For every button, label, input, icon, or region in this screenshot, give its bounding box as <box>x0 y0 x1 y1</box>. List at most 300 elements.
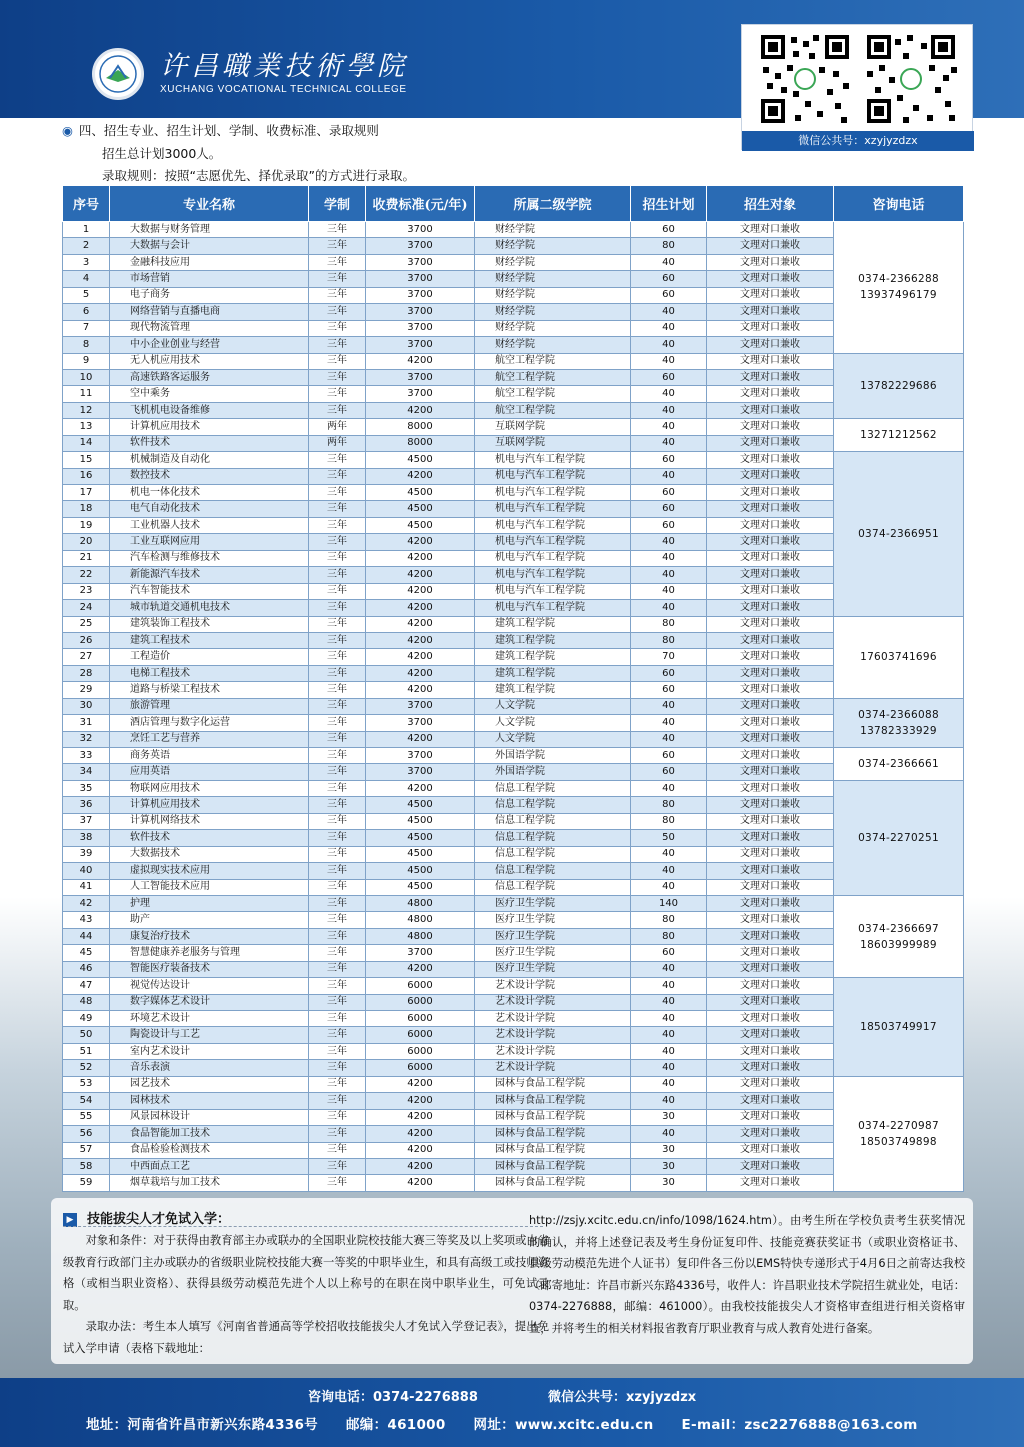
cell-phone <box>834 895 964 977</box>
cell-index: 12 <box>63 402 110 418</box>
cell-major: 机械制造及自动化 <box>110 452 309 468</box>
cell-duration: 三年 <box>309 1076 366 1092</box>
phone-number: 13782333929 <box>860 724 937 737</box>
cell-phone <box>834 780 964 895</box>
cell-plan: 60 <box>631 501 707 517</box>
cell-duration: 三年 <box>309 287 366 303</box>
cell-fee: 4200 <box>366 600 475 616</box>
cell-fee: 3700 <box>366 238 475 254</box>
cell-target: 文理对口兼收 <box>707 978 834 994</box>
cell-index: 6 <box>63 304 110 320</box>
cell-index: 31 <box>63 715 110 731</box>
cell-target: 文理对口兼收 <box>707 945 834 961</box>
cell-target: 文理对口兼收 <box>707 1175 834 1191</box>
cell-index: 5 <box>63 287 110 303</box>
cell-plan: 40 <box>631 1027 707 1043</box>
footer-postcode: 邮编：461000 <box>345 1417 446 1433</box>
cell-plan: 40 <box>631 386 707 402</box>
cell-plan: 60 <box>631 222 707 238</box>
cell-duration: 三年 <box>309 583 366 599</box>
cell-index: 32 <box>63 731 110 747</box>
qr-code-icon[interactable] <box>863 31 959 127</box>
cell-fee: 4500 <box>366 452 475 468</box>
phone-number: 0374-2366288 <box>858 273 939 286</box>
phone-number: 13271212562 <box>860 429 937 442</box>
cell-plan: 40 <box>631 863 707 879</box>
cell-college: 医疗卫生学院 <box>475 945 631 961</box>
cell-college: 艺术设计学院 <box>475 1043 631 1059</box>
cell-college: 园林与食品工程学院 <box>475 1093 631 1109</box>
cell-fee: 4200 <box>366 731 475 747</box>
cell-plan: 30 <box>631 1158 707 1174</box>
cell-major: 计算机应用技术 <box>110 797 309 813</box>
table-row <box>63 846 964 862</box>
table-row <box>63 830 964 846</box>
phone-number: 0374-2270987 <box>858 1119 939 1132</box>
cell-plan: 40 <box>631 402 707 418</box>
phone-number: 0374-2366951 <box>858 527 939 540</box>
table-row <box>63 649 964 665</box>
table-row <box>63 1109 964 1125</box>
cell-major: 环境艺术设计 <box>110 1011 309 1027</box>
cell-target: 文理对口兼收 <box>707 468 834 484</box>
cell-plan: 60 <box>631 682 707 698</box>
cell-plan: 70 <box>631 649 707 665</box>
cell-plan: 60 <box>631 748 707 764</box>
cell-major: 大数据与财务管理 <box>110 222 309 238</box>
table-row <box>63 715 964 731</box>
cell-fee: 8000 <box>366 435 475 451</box>
cell-major: 助产 <box>110 912 309 928</box>
cell-major: 机电一体化技术 <box>110 485 309 501</box>
cell-fee: 6000 <box>366 1060 475 1076</box>
cell-index: 36 <box>63 797 110 813</box>
cell-index: 49 <box>63 1011 110 1027</box>
school-logo <box>92 48 144 100</box>
cell-major: 无人机应用技术 <box>110 353 309 369</box>
cell-target: 文理对口兼收 <box>707 1027 834 1043</box>
cell-college: 信息工程学院 <box>475 780 631 796</box>
cell-target: 文理对口兼收 <box>707 797 834 813</box>
school-name-en: XUCHANG VOCATIONAL TECHNICAL COLLEGE <box>160 84 407 95</box>
cell-target: 文理对口兼收 <box>707 830 834 846</box>
cell-major: 电梯工程技术 <box>110 665 309 681</box>
cell-plan: 40 <box>631 780 707 796</box>
cell-plan: 60 <box>631 665 707 681</box>
cell-duration: 三年 <box>309 254 366 270</box>
cell-index: 18 <box>63 501 110 517</box>
cell-plan: 30 <box>631 1175 707 1191</box>
cell-target: 文理对口兼收 <box>707 353 834 369</box>
cell-major: 陶瓷设计与工艺 <box>110 1027 309 1043</box>
header-duration: 学制 <box>309 186 366 222</box>
footer-website[interactable]: 网址：www.xcitc.edu.cn <box>473 1417 654 1433</box>
cell-plan: 40 <box>631 731 707 747</box>
cell-duration: 三年 <box>309 978 366 994</box>
cell-college: 建筑工程学院 <box>475 665 631 681</box>
cell-major: 工业互联网应用 <box>110 534 309 550</box>
footer-email[interactable]: E-mail：zsc2276888@163.com <box>681 1417 918 1433</box>
cell-duration: 三年 <box>309 1027 366 1043</box>
cell-target: 文理对口兼收 <box>707 386 834 402</box>
cell-college: 财经学院 <box>475 337 631 353</box>
cell-fee: 4500 <box>366 517 475 533</box>
cell-duration: 三年 <box>309 813 366 829</box>
cell-plan: 60 <box>631 452 707 468</box>
cell-duration: 三年 <box>309 731 366 747</box>
cell-target: 文理对口兼收 <box>707 665 834 681</box>
school-name-cn: 许昌職業技術學院 <box>160 51 408 82</box>
cell-index: 47 <box>63 978 110 994</box>
table-row <box>63 271 964 287</box>
cell-major: 烹饪工艺与营养 <box>110 731 309 747</box>
cell-target: 文理对口兼收 <box>707 616 834 632</box>
cell-fee: 3700 <box>366 320 475 336</box>
cell-major: 建筑工程技术 <box>110 632 309 648</box>
cell-major: 软件技术 <box>110 830 309 846</box>
cell-major: 计算机应用技术 <box>110 419 309 435</box>
cell-phone <box>834 978 964 1077</box>
cell-plan: 40 <box>631 567 707 583</box>
cell-major: 金融科技应用 <box>110 254 309 270</box>
cell-duration: 三年 <box>309 616 366 632</box>
cell-college: 艺术设计学院 <box>475 994 631 1010</box>
cell-duration: 三年 <box>309 386 366 402</box>
cell-target: 文理对口兼收 <box>707 649 834 665</box>
cell-duration: 三年 <box>309 632 366 648</box>
cell-major: 电气自动化技术 <box>110 501 309 517</box>
cell-plan: 30 <box>631 1109 707 1125</box>
table-row <box>63 632 964 648</box>
cell-fee: 6000 <box>366 1027 475 1043</box>
cell-fee: 3700 <box>366 369 475 385</box>
cell-plan: 50 <box>631 830 707 846</box>
cell-target: 文理对口兼收 <box>707 698 834 714</box>
cell-fee: 3700 <box>366 222 475 238</box>
table-row <box>63 1142 964 1158</box>
cell-duration: 三年 <box>309 895 366 911</box>
cell-major: 虚拟现实技术应用 <box>110 863 309 879</box>
cell-plan: 80 <box>631 813 707 829</box>
cell-index: 15 <box>63 452 110 468</box>
cell-duration: 三年 <box>309 912 366 928</box>
cell-duration: 三年 <box>309 600 366 616</box>
cell-target: 文理对口兼收 <box>707 271 834 287</box>
admission-rule-text: 录取规则：按照“志愿优先、择优录取”的方式进行录取。 <box>102 168 415 183</box>
cell-index: 25 <box>63 616 110 632</box>
free-admission-title-text: 技能拔尖人才免试入学： <box>87 1212 231 1227</box>
cell-college: 财经学院 <box>475 271 631 287</box>
cell-plan: 60 <box>631 369 707 385</box>
cell-fee: 4200 <box>366 1093 475 1109</box>
cell-plan: 40 <box>631 1076 707 1092</box>
cell-target: 文理对口兼收 <box>707 813 834 829</box>
procedure-paragraph: 录取办法：考生本人填写《河南省普通高等学校招收技能拔尖人才免试入学登记表》，提出免试入学申请（表格下载地址： <box>63 1320 549 1355</box>
cell-index: 28 <box>63 665 110 681</box>
table-row <box>63 863 964 879</box>
cell-fee: 4200 <box>366 649 475 665</box>
table-row <box>63 945 964 961</box>
cell-phone <box>834 1076 964 1191</box>
cell-index: 54 <box>63 1093 110 1109</box>
table-row <box>63 616 964 632</box>
cell-fee: 3700 <box>366 337 475 353</box>
cell-index: 59 <box>63 1175 110 1191</box>
cell-index: 50 <box>63 1027 110 1043</box>
cell-college: 财经学院 <box>475 238 631 254</box>
cell-plan: 40 <box>631 846 707 862</box>
cell-fee: 4200 <box>366 468 475 484</box>
cell-fee: 3700 <box>366 271 475 287</box>
cell-plan: 40 <box>631 715 707 731</box>
cell-fee: 4800 <box>366 895 475 911</box>
free-admission-title <box>63 1208 230 1227</box>
cell-duration: 三年 <box>309 665 366 681</box>
cell-index: 34 <box>63 764 110 780</box>
cell-major: 食品检验检测技术 <box>110 1142 309 1158</box>
cell-phone <box>834 353 964 419</box>
cell-college: 信息工程学院 <box>475 863 631 879</box>
table-row <box>63 517 964 533</box>
cell-fee: 4200 <box>366 961 475 977</box>
table-row <box>63 254 964 270</box>
phone-number: 0374-2366661 <box>858 757 939 770</box>
cell-target: 文理对口兼收 <box>707 452 834 468</box>
cell-fee: 4500 <box>366 830 475 846</box>
cell-college: 园林与食品工程学院 <box>475 1158 631 1174</box>
cell-duration: 三年 <box>309 698 366 714</box>
cell-target: 文理对口兼收 <box>707 238 834 254</box>
table-row <box>63 1158 964 1174</box>
cell-duration: 三年 <box>309 452 366 468</box>
cell-target: 文理对口兼收 <box>707 1142 834 1158</box>
cell-fee: 8000 <box>366 419 475 435</box>
qr-code-icon[interactable] <box>757 31 853 127</box>
table-row <box>63 682 964 698</box>
cell-fee: 6000 <box>366 994 475 1010</box>
footer-wechat: 微信公共号：xzyjyzdzx <box>548 1390 697 1405</box>
table-row <box>63 468 964 484</box>
cell-major: 电子商务 <box>110 287 309 303</box>
cell-duration: 三年 <box>309 1093 366 1109</box>
cell-target: 文理对口兼收 <box>707 632 834 648</box>
cell-target: 文理对口兼收 <box>707 254 834 270</box>
qr-caption: 微信公共号：xzyjyzdzx <box>742 131 974 151</box>
table-row <box>63 1060 964 1076</box>
footer-phone: 咨询电话：0374-2276888 <box>308 1390 478 1405</box>
cell-major: 人工智能技术应用 <box>110 879 309 895</box>
phone-number: 18603999989 <box>860 938 937 951</box>
cell-college: 航空工程学院 <box>475 353 631 369</box>
cell-fee: 4500 <box>366 813 475 829</box>
cell-duration: 三年 <box>309 517 366 533</box>
table-row <box>63 567 964 583</box>
cell-fee: 3700 <box>366 715 475 731</box>
page-footer <box>0 1378 1024 1447</box>
table-row <box>63 485 964 501</box>
cell-target: 文理对口兼收 <box>707 485 834 501</box>
cell-target: 文理对口兼收 <box>707 780 834 796</box>
cell-plan: 80 <box>631 797 707 813</box>
table-row <box>63 1027 964 1043</box>
cell-duration: 三年 <box>309 682 366 698</box>
cell-college: 园林与食品工程学院 <box>475 1175 631 1191</box>
cell-duration: 三年 <box>309 649 366 665</box>
header-phone: 咨询电话 <box>834 186 964 222</box>
cell-fee: 4500 <box>366 879 475 895</box>
cell-index: 53 <box>63 1076 110 1092</box>
cell-major: 新能源汽车技术 <box>110 567 309 583</box>
cell-index: 30 <box>63 698 110 714</box>
cell-index: 52 <box>63 1060 110 1076</box>
cell-duration: 三年 <box>309 846 366 862</box>
cell-plan: 40 <box>631 961 707 977</box>
cell-plan: 40 <box>631 698 707 714</box>
cell-target: 文理对口兼收 <box>707 567 834 583</box>
cell-college: 互联网学院 <box>475 435 631 451</box>
cell-index: 19 <box>63 517 110 533</box>
cell-index: 35 <box>63 780 110 796</box>
cell-index: 2 <box>63 238 110 254</box>
cell-fee: 4500 <box>366 863 475 879</box>
cell-plan: 40 <box>631 978 707 994</box>
cell-plan: 40 <box>631 994 707 1010</box>
cell-duration: 三年 <box>309 271 366 287</box>
total-plan-text: 招生总计划3000人。 <box>102 146 222 161</box>
cell-fee: 4800 <box>366 928 475 944</box>
cell-college: 园林与食品工程学院 <box>475 1076 631 1092</box>
cell-college: 艺术设计学院 <box>475 1060 631 1076</box>
cell-index: 10 <box>63 369 110 385</box>
table-row <box>63 320 964 336</box>
cell-major: 现代物流管理 <box>110 320 309 336</box>
cell-phone <box>834 419 964 452</box>
cell-duration: 三年 <box>309 780 366 796</box>
cell-plan: 40 <box>631 879 707 895</box>
cell-major: 工业机器人技术 <box>110 517 309 533</box>
table-row <box>63 353 964 369</box>
cell-duration: 两年 <box>309 419 366 435</box>
cell-fee: 4200 <box>366 550 475 566</box>
header-major: 专业名称 <box>110 186 309 222</box>
cell-major: 烟草栽培与加工技术 <box>110 1175 309 1191</box>
cell-major: 中小企业创业与经营 <box>110 337 309 353</box>
table-row <box>63 534 964 550</box>
cell-major: 风景园林设计 <box>110 1109 309 1125</box>
cell-college: 互联网学院 <box>475 419 631 435</box>
cell-phone <box>834 748 964 781</box>
cell-duration: 三年 <box>309 222 366 238</box>
cell-college: 园林与食品工程学院 <box>475 1109 631 1125</box>
cell-college: 财经学院 <box>475 320 631 336</box>
cell-college: 机电与汽车工程学院 <box>475 485 631 501</box>
cell-plan: 80 <box>631 928 707 944</box>
cell-index: 57 <box>63 1142 110 1158</box>
cell-major: 空中乘务 <box>110 386 309 402</box>
cell-duration: 三年 <box>309 797 366 813</box>
procedure-continued-paragraph: http://zsjy.xcitc.edu.cn/info/1098/1624.htm）。由考生所在学校负责考生获奖情况的确认，并将上述登记表及考生身份证复印件、技能竞赛获奖证书（或职业资格证书、县级劳动模范先进个人证书）复印件各三份以EMS特快专递形式于4月6日之前寄达我校（邮寄地址：许昌市新兴东路4336号，收件人：许昌职业技术学院招生就业处，电话：0374-2276888，邮编：461000）。由我校技能拔尖人才资格审查组进行相关资格审查，并将考生的相关材料报省教育厅职业教育与成人教育处进行备案。 <box>529 1214 965 1335</box>
cell-plan: 80 <box>631 632 707 648</box>
cell-major: 旅游管理 <box>110 698 309 714</box>
cell-target: 文理对口兼收 <box>707 682 834 698</box>
free-admission-panel <box>51 1198 973 1364</box>
cell-plan: 60 <box>631 287 707 303</box>
cell-plan: 40 <box>631 254 707 270</box>
cell-college: 财经学院 <box>475 304 631 320</box>
cell-target: 文理对口兼收 <box>707 402 834 418</box>
cell-duration: 三年 <box>309 1060 366 1076</box>
cell-fee: 4200 <box>366 1126 475 1142</box>
cell-major: 大数据与会计 <box>110 238 309 254</box>
cell-index: 44 <box>63 928 110 944</box>
cell-target: 文理对口兼收 <box>707 879 834 895</box>
cell-duration: 三年 <box>309 945 366 961</box>
bullet-icon: ◉ <box>62 123 73 138</box>
table-row <box>63 879 964 895</box>
table-row <box>63 928 964 944</box>
cell-plan: 80 <box>631 616 707 632</box>
table-row <box>63 600 964 616</box>
cell-college: 机电与汽车工程学院 <box>475 468 631 484</box>
cell-fee: 4200 <box>366 1175 475 1191</box>
cell-fee: 4500 <box>366 846 475 862</box>
table-row <box>63 386 964 402</box>
cell-fee: 3700 <box>366 287 475 303</box>
cell-target: 文理对口兼收 <box>707 846 834 862</box>
cell-duration: 三年 <box>309 994 366 1010</box>
cell-target: 文理对口兼收 <box>707 337 834 353</box>
cell-target: 文理对口兼收 <box>707 863 834 879</box>
cell-college: 航空工程学院 <box>475 369 631 385</box>
cell-target: 文理对口兼收 <box>707 435 834 451</box>
cell-duration: 三年 <box>309 550 366 566</box>
cell-phone <box>834 452 964 616</box>
cell-fee: 3700 <box>366 254 475 270</box>
cell-major: 网络营销与直播电商 <box>110 304 309 320</box>
cell-plan: 40 <box>631 468 707 484</box>
cell-major: 康复治疗技术 <box>110 928 309 944</box>
cell-target: 文理对口兼收 <box>707 517 834 533</box>
cell-plan: 40 <box>631 1011 707 1027</box>
cell-duration: 三年 <box>309 369 366 385</box>
cell-fee: 4200 <box>366 1158 475 1174</box>
cell-index: 14 <box>63 435 110 451</box>
table-row <box>63 1126 964 1142</box>
table-header-row <box>63 186 964 222</box>
cell-index: 23 <box>63 583 110 599</box>
table-row <box>63 501 964 517</box>
cell-college: 航空工程学院 <box>475 386 631 402</box>
table-row <box>63 731 964 747</box>
cell-plan: 40 <box>631 1126 707 1142</box>
cell-target: 文理对口兼收 <box>707 369 834 385</box>
section-title: 四、招生专业、招生计划、学制、收费标准、录取规则 <box>78 123 379 138</box>
cell-index: 24 <box>63 600 110 616</box>
cell-duration: 三年 <box>309 534 366 550</box>
table-row <box>63 222 964 238</box>
cell-college: 医疗卫生学院 <box>475 895 631 911</box>
cell-duration: 三年 <box>309 764 366 780</box>
cell-major: 工程造价 <box>110 649 309 665</box>
cell-fee: 4200 <box>366 665 475 681</box>
cell-major: 建筑装饰工程技术 <box>110 616 309 632</box>
cell-college: 人文学院 <box>475 731 631 747</box>
cell-duration: 三年 <box>309 1175 366 1191</box>
cell-major: 软件技术 <box>110 435 309 451</box>
cell-target: 文理对口兼收 <box>707 287 834 303</box>
cell-college: 信息工程学院 <box>475 813 631 829</box>
cell-index: 39 <box>63 846 110 862</box>
